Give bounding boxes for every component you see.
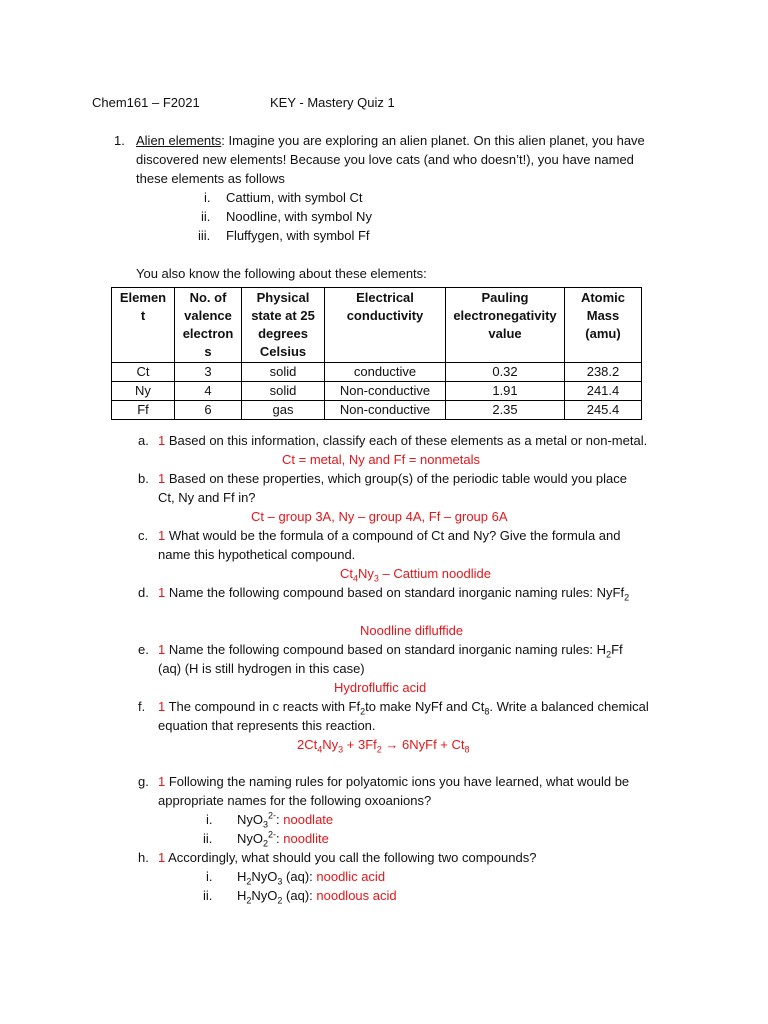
part-h-item-1: $H_2NyO_3$ (aq): noodlic acid: [237, 869, 386, 887]
table-row: [112, 382, 642, 401]
part-e-answer: Hydrofluffic acid: [334, 680, 427, 695]
part-c-question-2: name this hypothetical compound.: [158, 547, 356, 562]
cell-pauling: 2.35: [446, 401, 565, 420]
part-g-question: 1 Following the naming rules for polyatomic ions you have learned, what would be: [158, 774, 630, 789]
cell-element: Ff: [112, 401, 175, 420]
page-title: KEY - Mastery Quiz 1: [270, 95, 395, 110]
element-num-1: i.: [204, 190, 211, 205]
part-b-question: 1 Based on these properties, which group(s) of the periodic table would you place: [158, 471, 628, 486]
cell-conductivity: Non-conductive: [325, 401, 446, 420]
header-valence: No. of valence electron s: [175, 288, 242, 363]
question-intro-line-2: discovered new elements! Because you love cats (and who doesn’t!), you have named: [136, 152, 634, 167]
element-text-1: Cattium, with symbol Ct: [226, 190, 363, 205]
part-g-letter: g.: [138, 774, 149, 789]
part-b-answer: Ct – group 3A, Ny – group 4A, Ff – group 6A: [251, 509, 508, 524]
element-num-3: iii.: [198, 228, 211, 243]
part-h-item-2: $H_2NyO_2$ (aq): noodlous acid: [237, 888, 397, 906]
cell-conductivity: Non-conductive: [325, 382, 446, 401]
course-label: Chem161 – F2021: [92, 95, 200, 110]
question-number: 1.: [114, 133, 125, 148]
part-h-question: 1 Accordingly, what should you call the following two compounds?: [158, 850, 537, 865]
cell-element: Ct: [112, 363, 175, 382]
cell-valence: 4: [175, 382, 242, 401]
header-pauling: Pauling electronegativity value: [446, 288, 565, 363]
part-d-answer: Noodline difluffide: [360, 623, 464, 638]
part-a-letter: a.: [138, 433, 149, 448]
table-intro: You also know the following about these elements:: [136, 266, 427, 281]
arrow-icon: →: [381, 737, 403, 752]
part-f-letter: f.: [138, 699, 146, 714]
part-g-item-num-1: i.: [206, 812, 213, 827]
header-conductivity: Electrical conductivity: [325, 288, 446, 363]
part-g-question-2: appropriate names for the following oxoanions?: [158, 793, 432, 808]
cell-conductivity: conductive: [325, 363, 446, 382]
part-c-letter: c.: [138, 528, 149, 543]
part-f-question-2: equation that represents this reaction.: [158, 718, 376, 733]
cell-pauling: 0.32: [446, 363, 565, 382]
part-g-item-num-2: ii.: [203, 831, 213, 846]
part-e-question-2: (aq) (H is still hydrogen in this case): [158, 661, 365, 676]
part-f-answer: $2Ct_4Ny_3 + 3Ff_2$ → 6NyFf + $Ct_8$: [297, 737, 470, 755]
cell-mass: 245.4: [565, 401, 642, 420]
header-mass: Atomic Mass (amu): [565, 288, 642, 363]
part-d-letter: d.: [138, 585, 149, 600]
cell-pauling: 1.91: [446, 382, 565, 401]
part-a-question: 1 Based on this information, classify each of these elements as a metal or non-metal.: [158, 433, 648, 448]
cell-state: gas: [242, 401, 325, 420]
element-text-3: Fluffygen, with symbol Ff: [226, 228, 370, 243]
part-h-letter: h.: [138, 850, 149, 865]
cell-mass: 241.4: [565, 382, 642, 401]
part-g-item-2: NyO$_2^{2-}$: noodlite: [237, 829, 329, 849]
part-e-letter: e.: [138, 642, 149, 657]
properties-table: [111, 287, 642, 420]
part-a-answer: Ct = metal, Ny and Ff = nonmetals: [282, 452, 480, 467]
part-b-question-2: Ct, Ny and Ff in?: [158, 490, 256, 505]
part-c-question: 1 What would be the formula of a compound of Ct and Ny? Give the formula and: [158, 528, 621, 543]
question-intro-line-1: Alien elements: Imagine you are exploring an alien planet. On this alien planet, you have: [136, 133, 645, 148]
header-state: Physical state at 25 degrees Celsius: [242, 288, 325, 363]
cell-mass: 238.2: [565, 363, 642, 382]
cell-valence: 3: [175, 363, 242, 382]
question-heading: Alien elements: [136, 133, 222, 148]
element-text-2: Noodline, with symbol Ny: [226, 209, 372, 224]
element-num-2: ii.: [201, 209, 211, 224]
part-d-question: 1 Name the following compound based on standard inorganic naming rules: NyFf$_2$: [158, 585, 630, 603]
part-h-item-num-2: ii.: [203, 888, 213, 903]
question-intro-line-3: these elements as follows: [136, 171, 285, 186]
table-row: [112, 363, 642, 382]
part-g-item-1: NyO$_3^{2-}$: noodlate: [237, 810, 334, 830]
part-h-item-num-1: i.: [206, 869, 213, 884]
table-header-row: [112, 288, 642, 363]
part-f-question: 1 The compound in c reacts with $Ff_2to$ make NyFf and $Ct_8$. Write a balanced chemical: [158, 699, 649, 717]
header-element: Elemen t: [112, 288, 175, 363]
part-c-answer: $Ct_4Ny_3$ – Cattium noodlide: [340, 566, 491, 584]
cell-element: Ny: [112, 382, 175, 401]
part-e-question: 1 Name the following compound based on standard inorganic naming rules: $H_2Ff$: [158, 642, 623, 660]
table-row: [112, 401, 642, 420]
cell-state: solid: [242, 363, 325, 382]
cell-state: solid: [242, 382, 325, 401]
cell-valence: 6: [175, 401, 242, 420]
part-b-letter: b.: [138, 471, 149, 486]
